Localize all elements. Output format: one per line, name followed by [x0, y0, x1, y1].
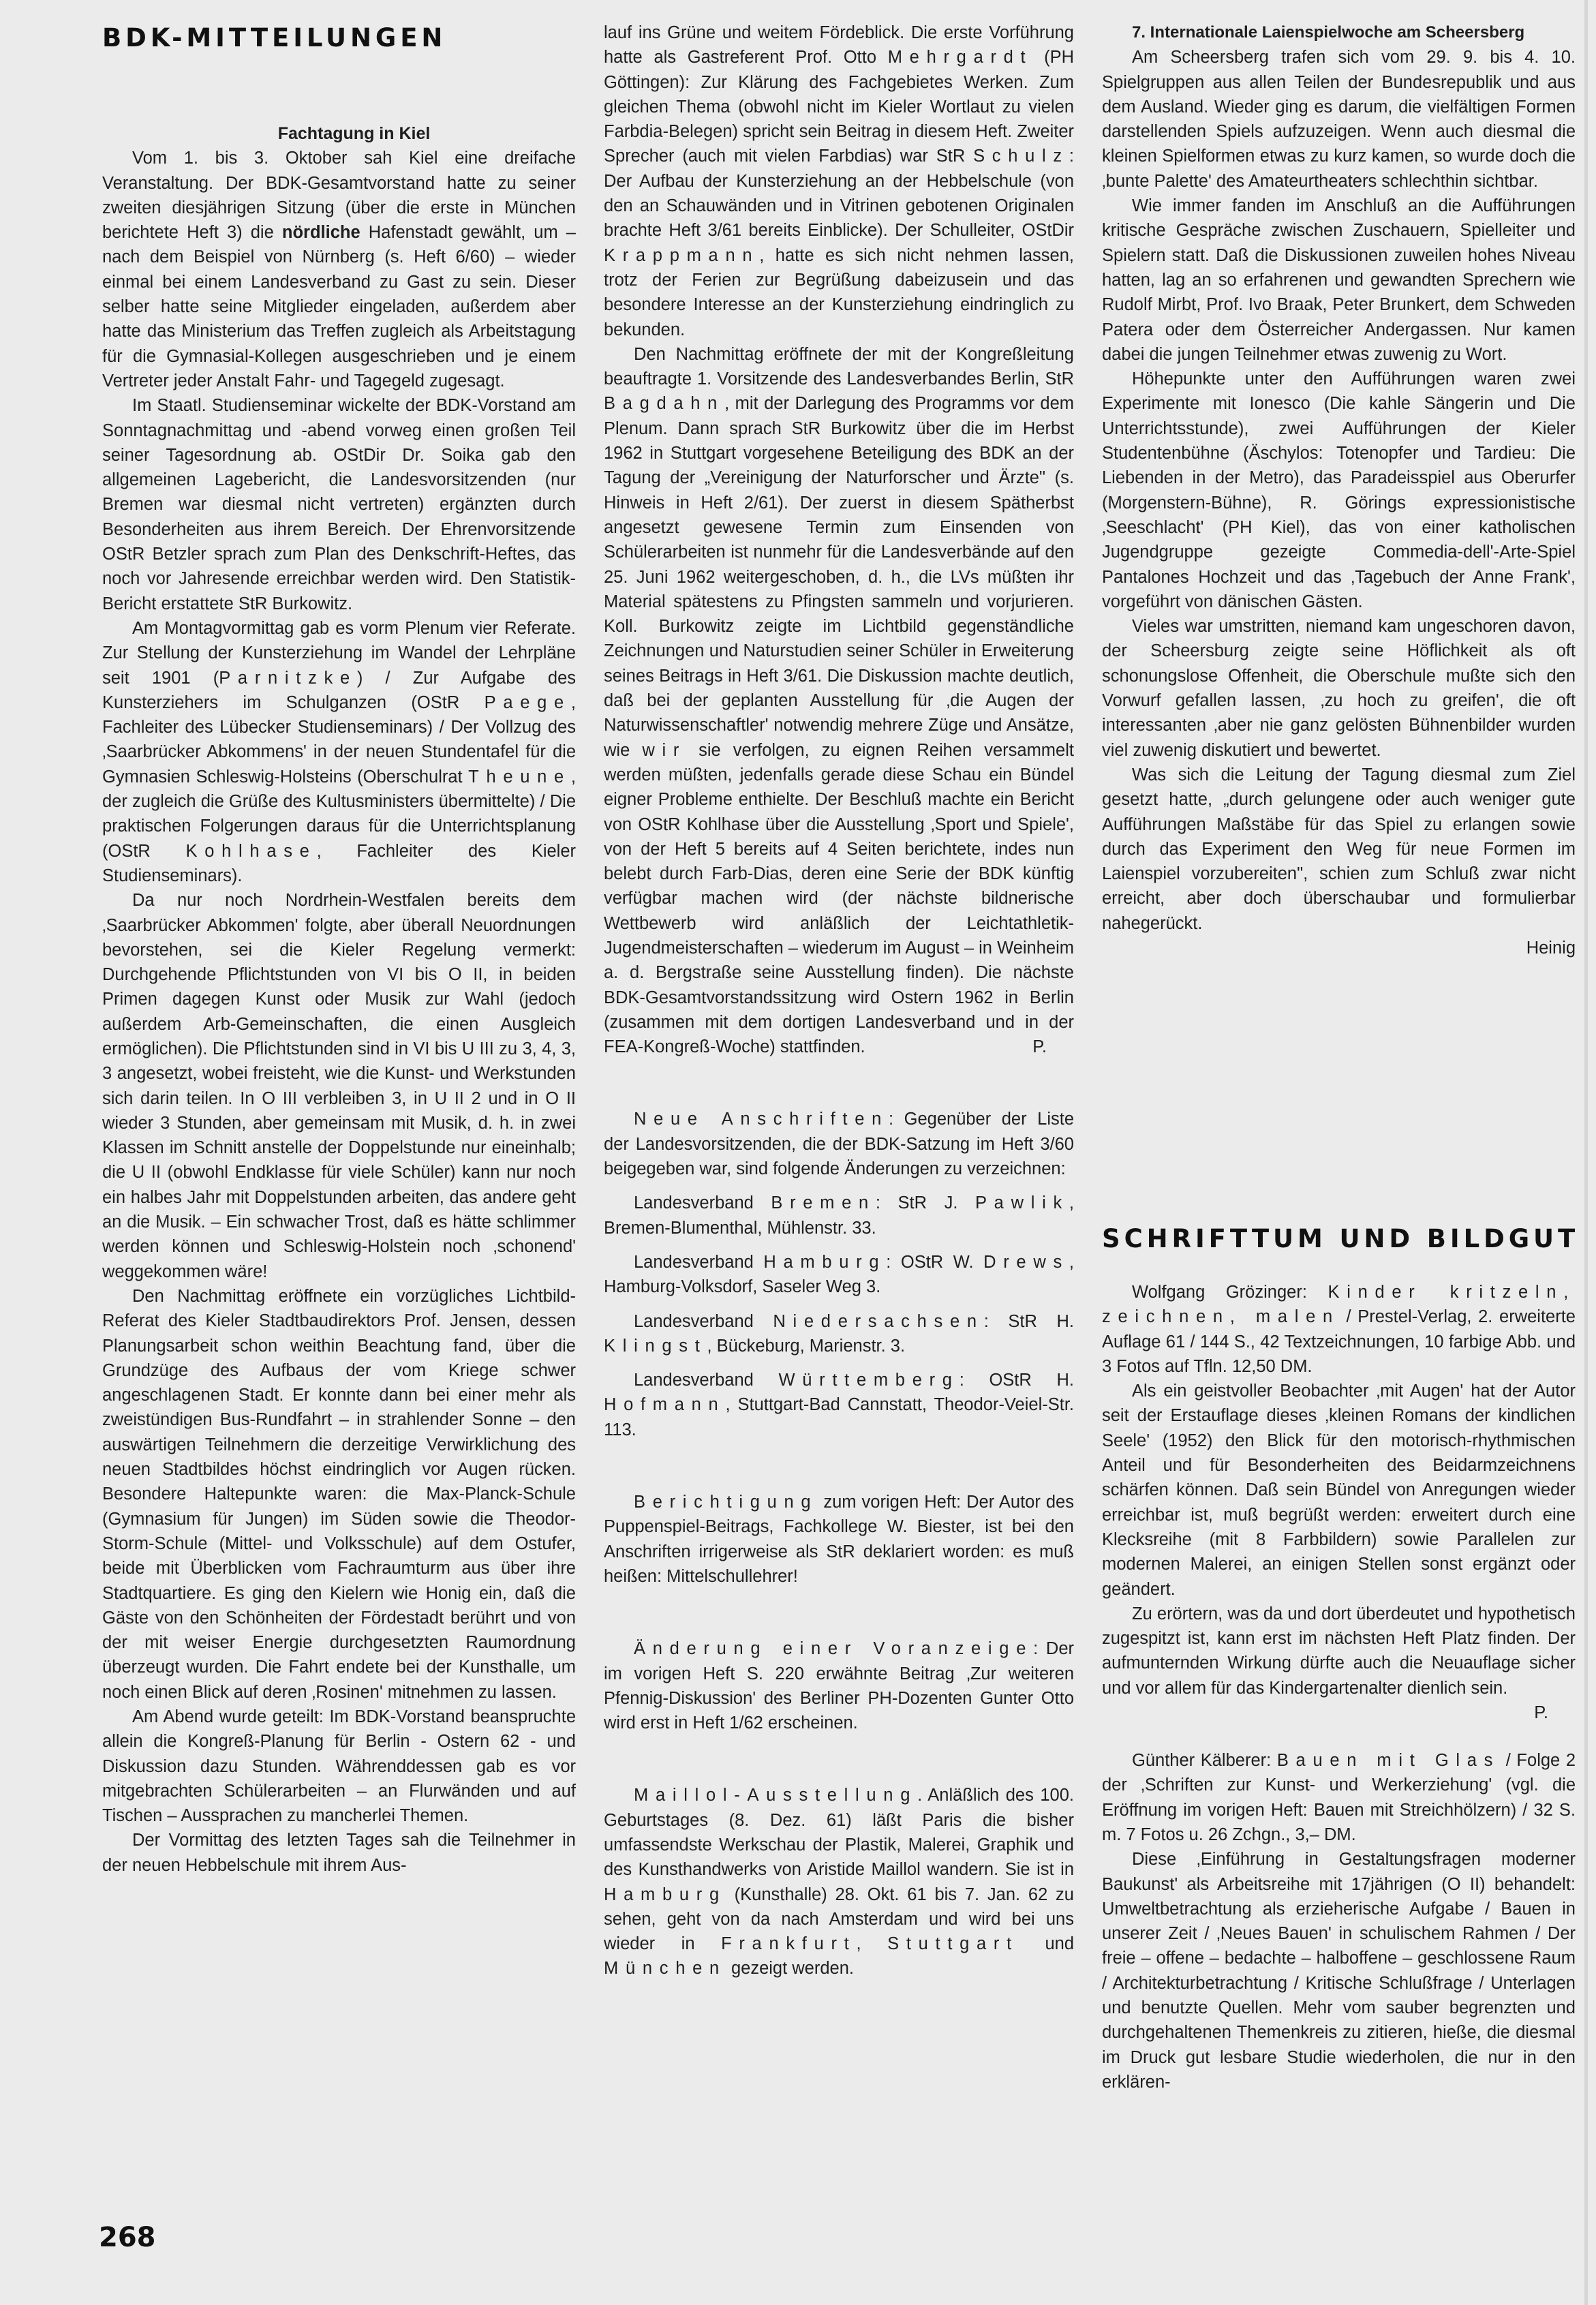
spaced-name: Klingst	[604, 1336, 707, 1356]
spaced-name: Theune	[468, 767, 571, 787]
spaced-name: Berichtigung	[634, 1493, 818, 1512]
paragraph: Am Montagvormittag gab es vorm Plenum vier Referate. Zur Stellung der Kunsterziehung im Wandel der Lehrpläne seit 1901 (Parnitzke) / Zur Aufgabe des Kunsterziehers im Schulganzen (OStR Paege, Fachleiter des Lübecker Studienseminars) / Der Vollzug des ‚Saarbrücker Abkommens' in der neuen Stundentafel für die Gymnasien Schleswig-Holsteins (Oberschulrat Theune, der zugleich die Grüße des Kultusministers übermittelte) / Die praktischen Folgerungen daraus für die Unterrichtsplanung (OStR Kohlhase, Fachleiter des Kieler Studienseminars).	[102, 618, 577, 885]
laienspiel-body	[1102, 45, 1576, 936]
spaced-name: Frankfurt	[721, 1934, 857, 1954]
section-heading-bdk: BDK-MITTEILUNGEN	[102, 23, 447, 52]
spaced-name: Württemberg	[778, 1371, 960, 1390]
paragraph: Da nur noch Nordrhein-Westfalen bereits dem ‚Saarbrücker Abkommen' folgte, aber überall Neuordnungen bevorstehen, sei die Kieler Regelung vermerkt: Durchgehende Pflichtstunden von VI bis O II, in beiden Primen dagegen Kunst oder Musik zur Wahl (jedoch außerdem Arb-Gemeinschaften, die einen Ausgleich ermöglichen). Die Pflichtstunden sind in VI bis U III zu 3, 4, 3, 3 angesetzt, wobei freisteht, wie die Kunst- und Werkstunden sich darin teilen. In O III verbleiben 3, in U II 2 und in O II wieder 3 Stunden, aber gemeinsam mit Musik, d. h. in zwei Klassen im Schnitt anstelle der Doppelstunde nur eineinhalb; die U II (obwohl Endklasse für viele Schüler) kann nur noch ein halbes Jahr mit Doppelstunden arbeiten, das andere geht an die Musik. – Ein schwacher Trost, daß es hätte schlimmer werden können und Schleswig-Holstein noch ‚schonend' weggekommen wäre!	[102, 891, 576, 1281]
spaced-name: Paege	[484, 692, 571, 712]
spaced-name: Bagdahn	[604, 394, 725, 414]
paragraph: Wie immer fanden im Anschluß an die Aufführungen kritische Gespräche zwischen Zuschauern, Spielleiter und Spielern statt. Daß die Diskussionen zuweilen hohes Niveau hatten, lag an so erfahrenen und gewandten Sprechern wie Rudolf Mirbt, Prof. Ivo Braak, Peter Brunkert, dem Schweden Patera oder dem Österreicher Andergassen. Nur kamen dabei die jungen Teilnehmer etwas zuwenig zu Wort.	[1102, 196, 1576, 364]
paragraph: Änderung einer Voranzeige: Der im vorigen Heft S. 220 erwähnte Beitrag ‚Zur weiteren Pfennig-Diskussion' des Berliner PH-Dozenten Gunter Otto wird erst in Heft 1/62 erscheinen.	[604, 1639, 1074, 1733]
spaced-name: Hamburg	[763, 1252, 887, 1272]
column-left-body	[102, 146, 576, 1878]
spaced-name: Änderung einer Voranzeige	[634, 1639, 1034, 1659]
spaced-name: Kohlhase	[185, 841, 317, 861]
spaced-name: Stuttgart	[887, 1934, 1019, 1954]
spaced-name: Niedersachsen	[773, 1311, 984, 1331]
paragraph: Vom 1. bis 3. Oktober sah Kiel eine dreifache Veranstaltung. Der BDK-Gesamtvorstand hatte zu seiner zweiten diesjährigen Sitzung (über die erste in München berichtete Heft 3) die nördliche Hafenstadt gewählt, um – nach dem Beispiel von Nürnberg (s. Heft 6/60) – wieder einmal bei einem Landesverband zu Gast zu sein. Dieser selber hatte seine Mitglieder eingeladen, außerdem aber hatte das Ministerium das Treffen zugleich als Arbeitstagung für die Gymnasial-Kollegen ausgeschrieben und je einem Vertreter jeder Anstalt Fahr- und Tagegeld zugesagt.	[102, 149, 576, 391]
paragraph: Den Nachmittag eröffnete ein vorzügliches Lichtbild-Referat des Kieler Stadtbaudirektors Prof. Jensen, dessen Planungsarbeit schon weithin Beachtung fand, über die Grundzüge des Aufbaus der vom Kriege schwer angeschlagenen Stadt. Er konnte dann bei einer mehr als zweistündigen Bus-Rundfahrt – in strahlender Sonne – den auswärtigen Teilnehmern die derzeitige Verwirklichung des neuen Stadtbildes höchst eindringlich vor Augen rücken. Besondere Haltepunkte waren: die Max-Planck-Schule (Gymnasium für Jungen) im Süden sowie die Theodor-Storm-Schule (Mittel- und Volksschule) auf dem Ostufer, beide mit Überblicken vom Fachraumturm aus über ihre Stadtquartiere. Es ging den Kielern wie Honig ein, daß die Gäste von den Schönheiten der Fördestadt berührt und von der mit weiser Energie durchgesetzten Raumordnung überzeugt wurden. Die Fahrt endete bei der Kunsthalle, um noch einen Blick auf deren ‚Rosinen' mitnehmen zu lassen.	[102, 1286, 576, 1702]
spaced-name: Maillol-Ausstellung	[634, 1786, 918, 1805]
spaced-name: wir	[642, 740, 687, 760]
paragraph: Maillol-Ausstellung. Anläßlich des 100. Geburtstages (8. Dez. 61) läßt Paris die bisher umfassendste Werkschau der Plastik, Malerei, Graphik und des Kunsthandwerks von Aristide Maillol wandern. Sie ist in Hamburg (Kunsthalle) 28. Okt. 61 bis 7. Jan. 62 zu sehen, geht von da nach Amsterdam und wird bei uns wieder in Frankfurt, Stuttgart und München gezeigt werden.	[604, 1786, 1074, 1979]
paragraph: Im Staatl. Studienseminar wickelte der BDK-Vorstand am Sonntagnachmittag und -abend vorweg einen großen Teil seiner Tagesordnung ab. OStDir Dr. Soika gab den allgemeinen Lagebericht, die Landesvorsitzenden (nur Bremen war diesmal nicht vertreten) ergänzten durch Besonderheiten aus ihrem Bereich. Der Ehrenvorsitzende OStR Betzler sprach zum Plan des Denkschrift-Heftes, das noch vor Jahresende erreichbar werden wird. Den Statistik-Bericht erstattete StR Burkowitz.	[102, 396, 576, 613]
paragraph: Berichtigung zum vorigen Heft: Der Autor des Puppenspiel-Beitrags, Fachkollege W. Biester, ist bei den Anschriften irrigerweise als StR deklariert worden: es muß heißen: Mittelschullehrer!	[604, 1493, 1074, 1586]
paragraph: Diese ‚Einführung in Gestaltungsfragen moderner Baukunst' als Arbeitsreihe mit 17jährigen (O II) behandelt: Umweltbetrachtung als erzieherische Aufgabe / Bauen in unserer Zeit / ‚Neues Bauen' in schulischem Rahmen / Der freie – offene – bedachte – halboffene – geschlossene Raum / Architekturbetrachtung / Kritische Schlußfrage / Unterlagen und benutzte Quellen. Mehr vom sauber begrenzten und durchgehaltenen Themenkreis zu zitieren, hieße, die diesmal im Druck gut lesbare Studie wiederholen, die nur in den erklären-	[1102, 1850, 1576, 2092]
spaced-name: Pawlik	[975, 1193, 1069, 1213]
page-number: 268	[99, 2222, 156, 2253]
signature-heinig: Heinig	[1526, 938, 1576, 958]
heading-laienspielwoche: 7. Internationale Laienspielwoche am Scheersberg	[1132, 23, 1525, 42]
paragraph: Landesverband Niedersachsen: StR H. Klingst, Bückeburg, Marienstr. 3.	[604, 1311, 1074, 1356]
spaced-name: Hamburg	[604, 1884, 726, 1904]
spaced-name: Bauen mit Glas	[1276, 1751, 1501, 1771]
paragraph: Günther Kälberer: Bauen mit Glas / Folge 2 der ‚Schriften zur Kunst- und Werkerziehung' (vgl. die Eröffnung im vorigen Heft: Bauen mit Streichhölzern) / 32 S. m. 7 Fotos u. 26 Zchgn., 3,– DM.	[1102, 1751, 1576, 1844]
spaced-name: Mehrgardt	[887, 48, 1033, 67]
paragraph: Vieles war umstritten, niemand kam ungeschoren davon, der Scheersburg zeigte seine Höflichkeit als oft schonungslose Offenheit, die Oberschule mußte sich den Vorwurf gefallen lassen, ‚zu hoch zu greifen', die oft interessanten ‚aber nie ganz gelösten Bühnenbilder wurden viel zuwenig diskutiert und bewertet.	[1102, 617, 1576, 760]
spaced-name: Kinder kritzeln, zeichnen, malen	[1102, 1283, 1576, 1327]
spaced-name: Drews	[983, 1252, 1069, 1272]
paragraph: Höhepunkte unter den Aufführungen waren zwei Experimente mit Ionesco (Die kahle Sängerin und Die Unterrichtsstunde), zwei Aufführungen der Kieler Studentenbühne (Äschylos: Totenopfer und Tardieu: Die Liebenden in der Metro), das Paradeisspiel aus Oberurfer (Morgenstern-Bühne), R. Görings expressionistische ‚Seeschlacht' (PH Kiel), das von einer katholischen Jugendgruppe gezeigte Commedia-dell'-Arte-Spiel Pantalones Hochzeit und das ‚Tagebuch der Anne Frank', vorgeführt von dänischen Gästen.	[1102, 369, 1576, 611]
paragraph: Wolfgang Grözinger: Kinder kritzeln, zeichnen, malen / Prestel-Verlag, 2. erweiterte Auflage 61 / 144 S., 42 Textzeichnungen, 10 farbige Abb. und 3 Fotos auf Tfln. 12,50 DM.	[1102, 1283, 1576, 1376]
spaced-name: Bremen	[771, 1193, 876, 1213]
section-heading-schrifttum: SCHRIFTTUM UND BILDGUT	[1102, 1224, 1580, 1253]
subheading-fachtagung: Fachtagung in Kiel	[277, 124, 431, 143]
spaced-name: Parnitzke	[219, 668, 357, 688]
paragraph: Am Scheersberg trafen sich vom 29. 9. bis 4. 10. Spielgruppen aus allen Teilen der Bundesrepublik und aus dem Ausland. Wieder ging es darum, die vielfältigen Formen darstellenden Spiels aufzuzeigen. Wenn auch diesmal die kleinen Spielformen etwas zu kurz kamen, so wurde doch die ‚bunte Palette' des Amateurtheaters schlechthin sichtbar.	[1102, 48, 1576, 191]
paragraph: Am Abend wurde geteilt: Im BDK-Vorstand beanspruchte allein die Kongreß-Planung für Berlin - Ostern 62 - und Diskussion dazu Stunden. Währenddessen gab es vor mitgebrachten Schülerarbeiten – an Flurwänden und auf Tischen – Aussprachen zu mancherlei Themen.	[102, 1707, 576, 1826]
paragraph: lauf ins Grüne und weitem Fördeblick. Die erste Vorführung hatte als Gastreferent Prof. Otto Mehrgardt (PH Göttingen): Zur Klärung des Fachgebietes Werken. Zum gleichen Thema (obwohl nicht im Kieler Wortlaut zu vielen Farbdia-Belegen) spricht sein Beitrag in diesem Heft. Zweiter Sprecher (auch mit vielen Farbdias) war StR Schulz: Der Aufbau der Kunsterziehung an der Hebbelschule (von den an Schauwänden und in Vitrinen gebotenen Originalen brachte Heft 3/61 bereits Einblicke). Der Schulleiter, OStDir Krappmann, hatte es sich nicht nehmen lassen, trotz der Ferien zur Begrüßung dabeizusein und das besondere Interesse an der Kunsterziehung eindringlich zu bekunden.	[604, 23, 1074, 339]
bold-word: nördliche	[281, 223, 360, 243]
paragraph: Neue Anschriften: Gegenüber der Liste der Landesvorsitzenden, die der BDK-Satzung im Heft 3/60 beigegeben war, sind folgende Änderungen zu verzeichnen:	[604, 1110, 1074, 1179]
paragraph: Landesverband Hamburg: OStR W. Drews, Hamburg-Volksdorf, Saseler Weg 3.	[604, 1252, 1074, 1297]
paragraph: Landesverband Württemberg: OStR H. Hofmann, Stuttgart-Bad Cannstatt, Theodor-Veiel-Str. 113.	[604, 1371, 1074, 1439]
page-edge-shadow	[1584, 0, 1588, 2305]
spaced-name: Hofmann	[604, 1395, 726, 1415]
paragraph: Zu erörtern, was da und dort überdeutet und hypothetisch zugespitzt ist, kann erst im nächsten Heft Platz finden. Der aufmunternden Wirkung dürfte auch die Neuauflage sicher und vor allem für das Kindergartenalter dienlich sein. P.	[1102, 1602, 1576, 1700]
paragraph: Landesverband Bremen: StR J. Pawlik, Bremen-Blumenthal, Mühlenstr. 33.	[604, 1193, 1074, 1238]
spaced-name: Schulz	[973, 147, 1069, 166]
paragraph: Den Nachmittag eröffnete der mit der Kongreßleitung beauftragte 1. Vorsitzende des Landesverbandes Berlin, StR Bagdahn, mit der Darlegung des Programms vor dem Plenum. Dann sprach StR Burkowitz über die im Herbst 1962 in Stuttgart vorgesehene Beteiligung des BDK an der Tagung der „Vereinigung der Naturforscher und Ärzte" (s. Hinweis in Heft 2/61). Der zuerst in diesem Spätherbst angesetzt gewesene Termin zum Einsenden von Schülerarbeiten ist nunmehr für die Landesverbände auf den 25. Juni 1962 weitergeschoben, d. h., die LVs müßten ihr Material spätestens zu Pfingsten sammeln und vorjurieren. Koll. Burkowitz zeigte im Lichtbild gegenständliche Zeichnungen und Naturstudien seiner Schüler in Erweiterung seines Beitrags in Heft 3/61. Die Diskussion machte deutlich, daß bei der geplanten Ausstellung für ‚die Augen der Naturwissenschaftler' notwendig mehrere Züge und Ansätze, wie wir sie verfolgen, zu eignen Reihen versammelt werden müßten, jedenfalls gerade diese Schau ein Bündel eigner Probleme enthielte. Der Beschluß machte ein Bericht von OStR Kohlhase über die Ausstellung ‚Sport und Spiele', von der Heft 5 bereits auf 4 Seiten berichtete, indes nun belebt durch Farb-Dias, deren eine Serie der BDK künftig verfügbar machen wird (der nächste bildnerische Wettbewerb wird anläßlich der Leichtathletik-Jugendmeisterschaften – wiederum im August – in Weinheim a. d. Bergstraße seine Ausstellung finden). Die nächste BDK-Gesamtvorstandssitzung wird Ostern 1962 in Berlin (zusammen mit dem dortigen Landesverband und in der FEA-Kongreß-Woche) stattfinden. P.	[604, 342, 1074, 1060]
column-right-lower	[1102, 1280, 1576, 2094]
spaced-name: Neue Anschriften	[634, 1110, 889, 1129]
column-right	[1102, 20, 1576, 960]
paragraph: Als ein geistvoller Beobachter ‚mit Augen' hat der Autor seit der Erstauflage dieses ‚kleinen Romans der kindlichen Seele' (1952) den Blick für den motorisch-rhythmischen Anteil und für Besonderheiten des Beidarmzeichnens schärfen können. Daß sein Bündel von Anregungen wieder erreichbar ist, muß begrüßt werden: erweitert durch eine Klecksreihe (mit 8 Farbbildern) sowie Parallelen zur modernen Malerei, an einigen Stellen sonst ergänzt oder geändert.	[1102, 1382, 1576, 1599]
column-middle	[604, 20, 1074, 1981]
author-initial: P.	[1534, 1703, 1548, 1723]
paragraph: Der Vormittag des letzten Tages sah die Teilnehmer in der neuen Hebbelschule mit ihrem Aus-	[102, 1831, 576, 1875]
author-initial: P.	[1032, 1037, 1047, 1057]
paragraph: Was sich die Leitung der Tagung diesmal zum Ziel gesetzt hatte, „durch gelungene oder auch weniger gute Aufführungen Maßstäbe für das Spiel zu erlangen sowie durch das Experiment den Weg für neue Formen im Laienspiel vorzubereiten", schien zum Schluß zwar nicht erreicht, aber doch überschaubar und formulierbar nahegerückt.	[1102, 765, 1576, 933]
spaced-name: Krappmann	[604, 245, 760, 265]
spaced-name: München	[604, 1959, 726, 1979]
column-left	[102, 121, 576, 1878]
